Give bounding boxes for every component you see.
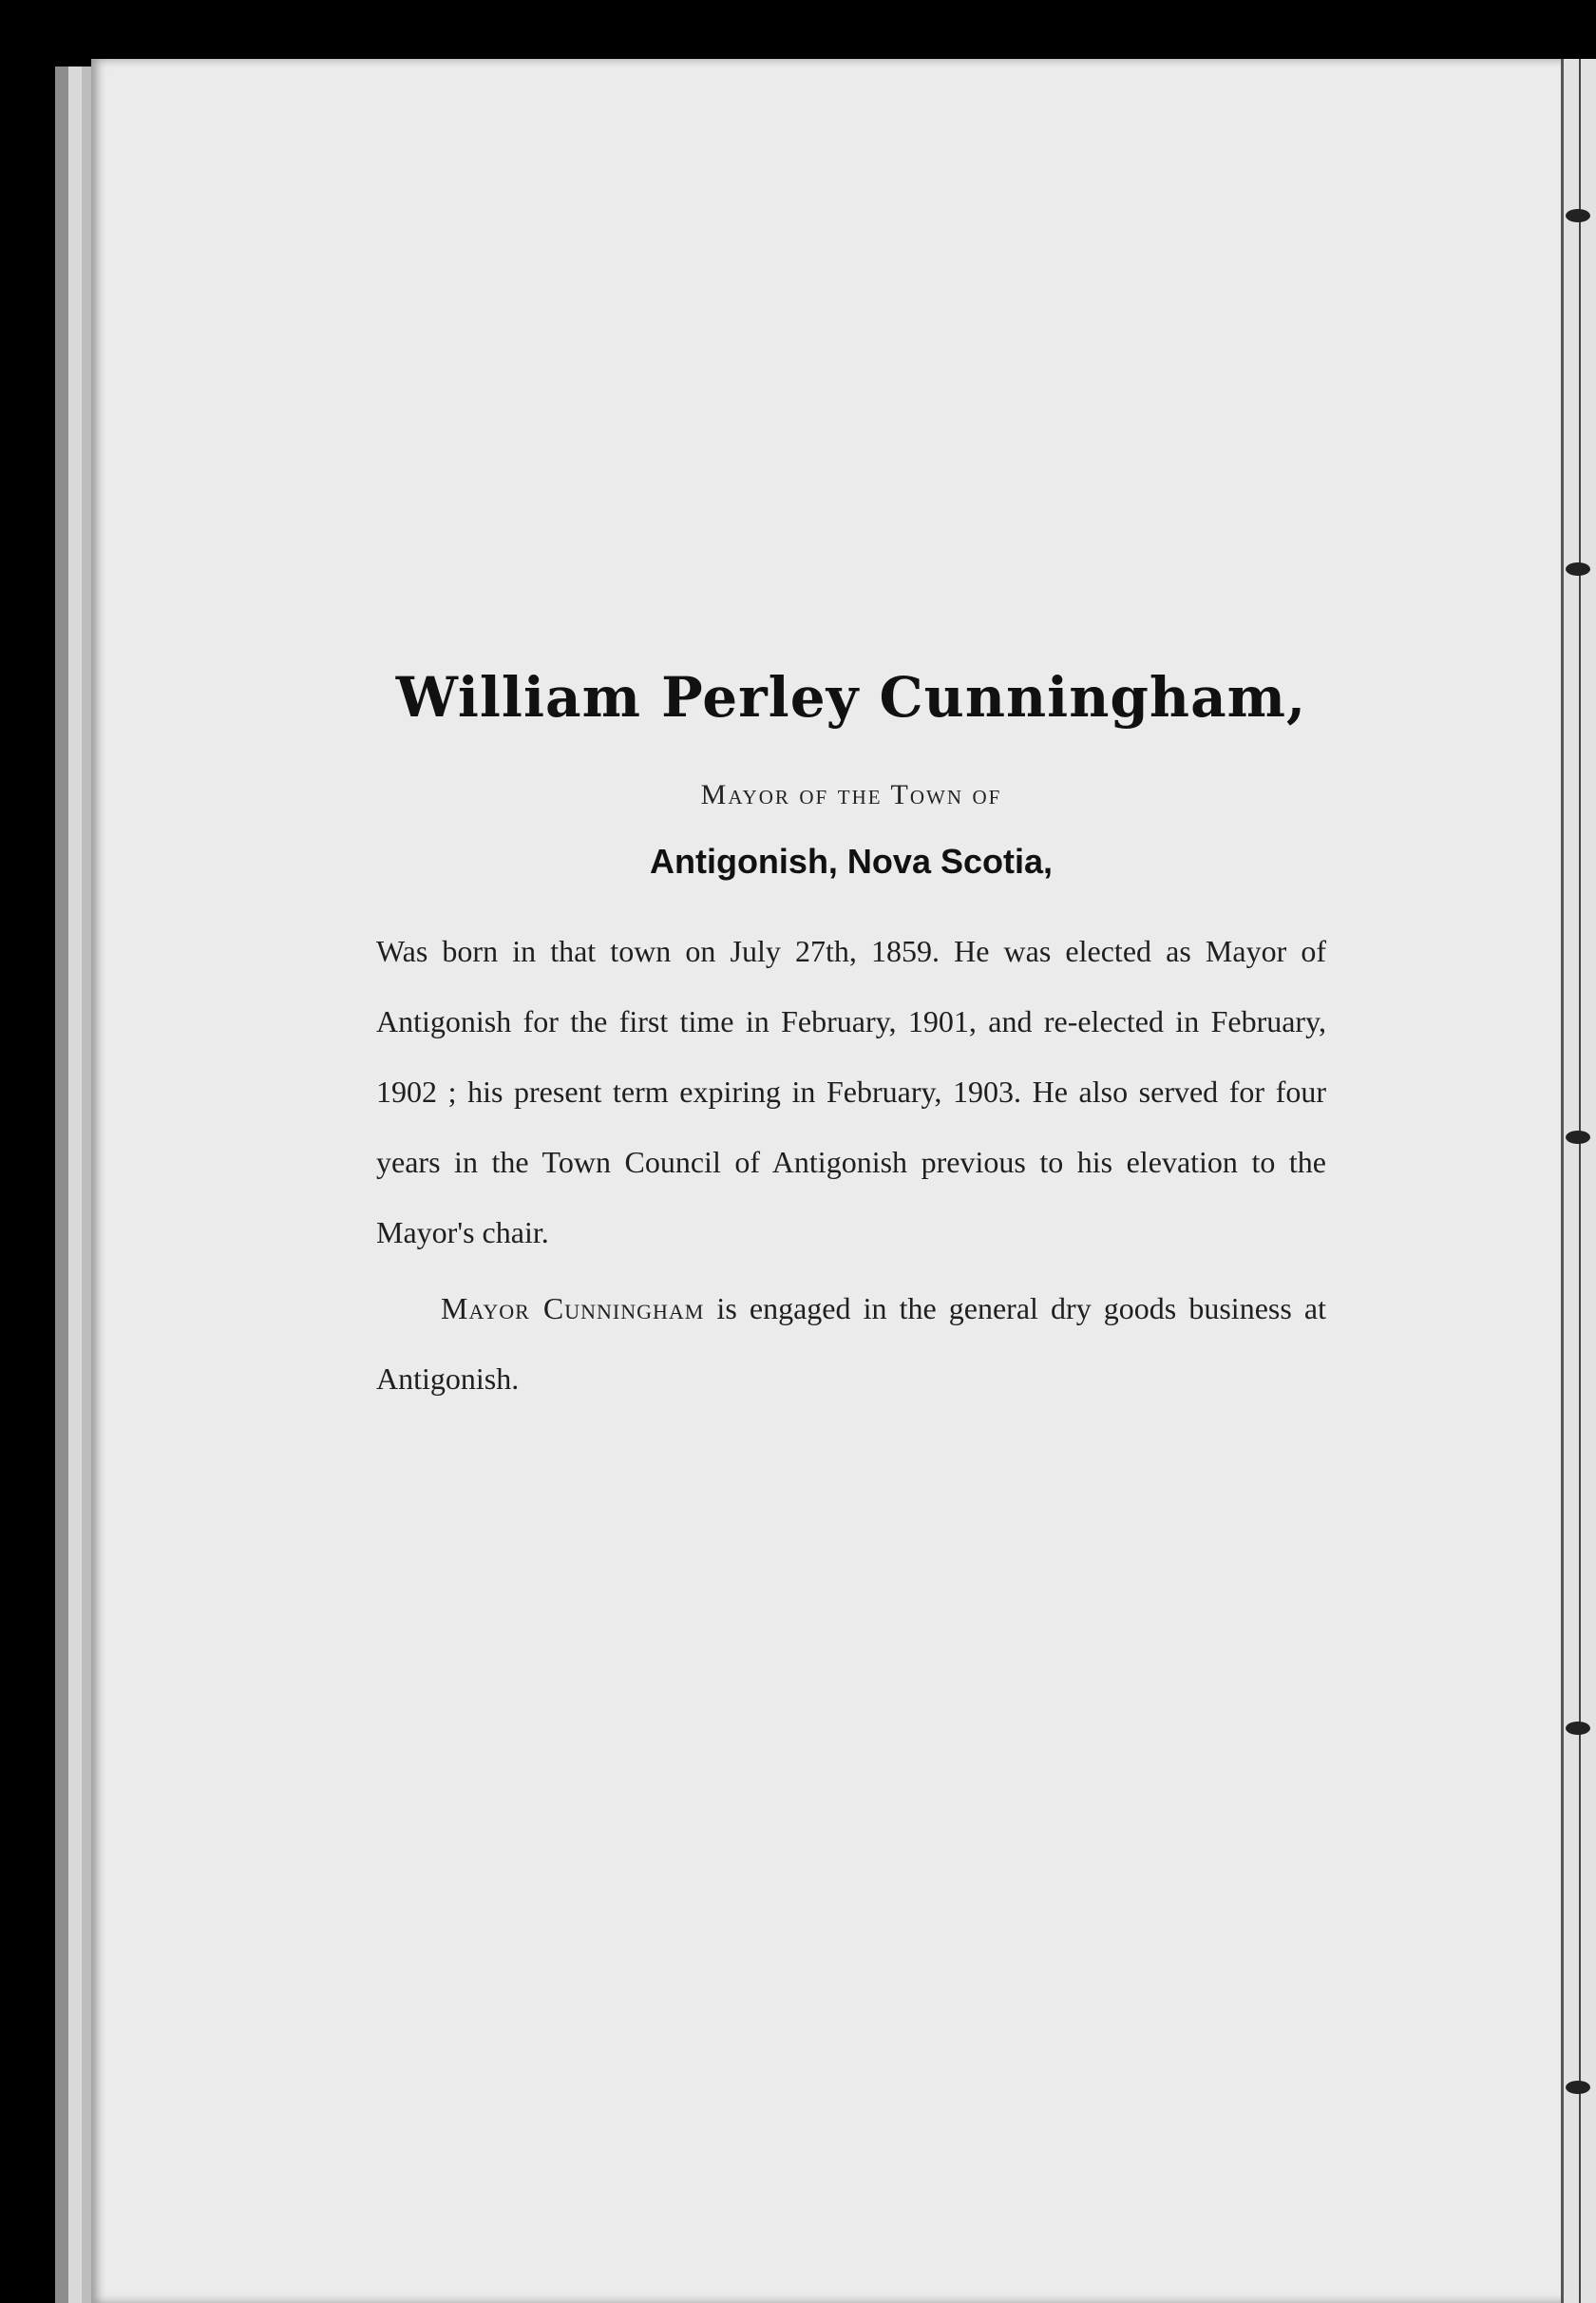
binding-stitch [1566, 562, 1590, 576]
binding-stitch [1566, 1131, 1590, 1144]
right-binding-line [1579, 59, 1581, 2303]
place-heading: Antigonish, Nova Scotia, [649, 842, 1054, 881]
binding-edge-mid [82, 67, 91, 2303]
binding-edge-light [68, 67, 82, 2303]
page-title: William Perley Cunningham, [395, 665, 1307, 730]
subtitle: Mayor of the Town of [700, 779, 1002, 810]
biography-paragraph: Was born in that town on July 27th, 1859. He was elected as Mayor of Antigonish for the first time in February, 1901, and re-elected in February, 1902 ; his present term expiring in February, 1903. He also served for four years in the Town Council of Antigonish previous to his elevation to the Mayor's chair. [376, 934, 1326, 1249]
mayor-name-smallcaps: Mayor Cunningham [441, 1291, 705, 1325]
business-paragraph [376, 1273, 1326, 1414]
business-text: is engaged in the general dry goods business at Antigonish. [376, 1291, 1327, 1396]
page-content [376, 665, 1326, 1414]
binding-stitch [1566, 209, 1590, 222]
binding-stitch [1566, 1722, 1590, 1735]
binding-stitch [1566, 2081, 1590, 2094]
binding-edge-dark [55, 67, 68, 2303]
